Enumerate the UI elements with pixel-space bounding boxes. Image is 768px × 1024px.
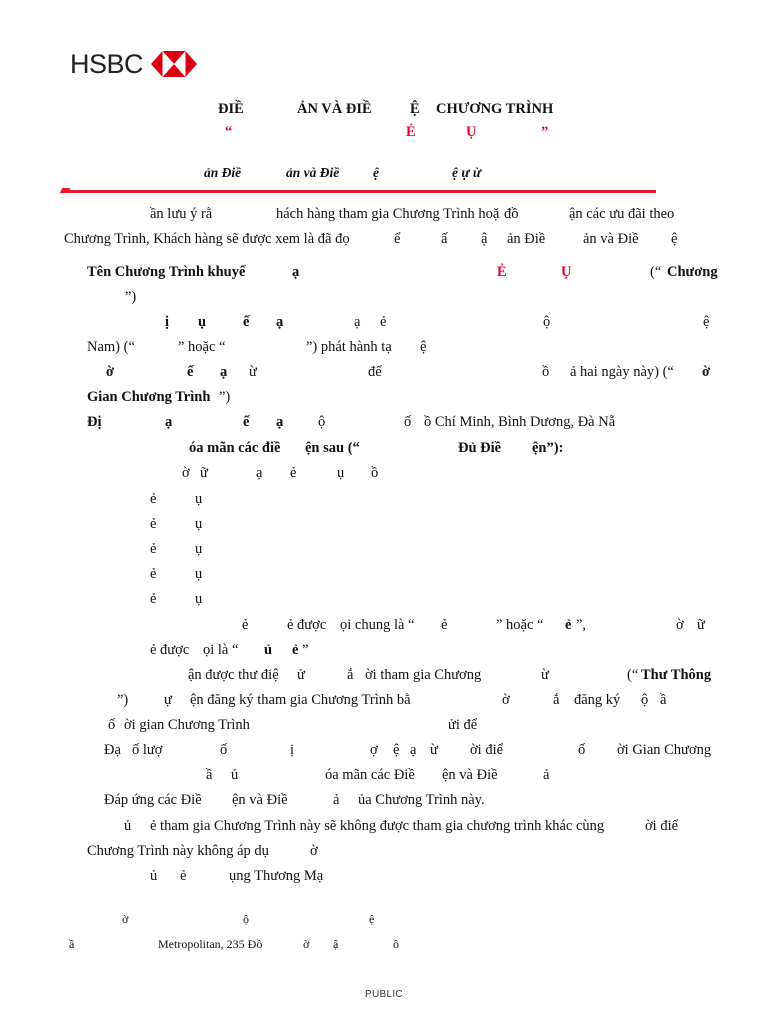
coll2-d: ẻ — [292, 642, 299, 658]
intro-l2-g: ệ — [671, 231, 678, 247]
amt-a: Đạ — [104, 742, 121, 758]
time-d: ừ — [249, 364, 257, 380]
mail2-a: ”) — [117, 692, 129, 708]
amt-c: ố — [220, 742, 228, 758]
loc-a: Đị — [87, 414, 102, 430]
excl-b: ẻ tham gia Chương Trình này sẽ không được tham gia chương trình khác cùng — [150, 818, 605, 834]
subtitle-a: ản Điề — [204, 165, 242, 180]
amt-k: ời Gian Chương — [617, 742, 712, 758]
card-c: ế — [243, 314, 250, 330]
excl2-a: Chương Trình này không áp dụ — [87, 843, 269, 859]
c1-c: ạ — [256, 465, 263, 481]
amt2-e: ả — [543, 767, 550, 783]
title-line2-c: Ụ — [466, 124, 477, 140]
address-l1-b: ộ — [243, 912, 249, 926]
mail2-e: ắ — [553, 692, 560, 708]
title-line2-a: “ — [225, 124, 233, 140]
time2-end: ”) — [219, 389, 231, 405]
address-l1-c: ệ — [369, 912, 375, 926]
c1-d: ẻ — [290, 465, 297, 481]
coll-i: ữ — [697, 617, 705, 633]
intro-l2-c: ấ — [441, 231, 448, 247]
coll2-b: ọi là “ — [203, 642, 239, 658]
loc-c: ế — [243, 414, 250, 430]
mail-c: ắ — [347, 667, 354, 683]
card2-b: ” hoặc “ — [178, 339, 226, 355]
title-line1-d: CHƯƠNG TRÌNH — [436, 101, 554, 117]
address-l2-a: ầ — [69, 937, 75, 951]
coll2-e: ” — [302, 642, 309, 658]
mail3-c: ửi để — [448, 717, 478, 733]
card-d: ạ — [276, 314, 284, 330]
amt2-d: ện và Điề — [442, 767, 498, 783]
loc-f: ố — [404, 414, 412, 430]
title-line2-b: Ẻ — [406, 124, 416, 140]
coll2-c: ủ — [264, 642, 273, 658]
time-a: ờ — [106, 364, 115, 380]
loc-e: ộ — [318, 414, 326, 430]
time-g: ả hai ngày này) (“ — [570, 364, 674, 380]
cond-b: ện sau (“ — [305, 440, 360, 456]
time2-label: Gian Chương Trình — [87, 389, 211, 405]
coll-b: ẻ được — [287, 617, 327, 633]
sub-row-5-b: ụ — [195, 591, 203, 607]
cond-a: óa mãn các điề — [189, 440, 281, 456]
time-b: ế — [187, 364, 194, 380]
classification-label: PUBLIC — [365, 989, 403, 1000]
intro-l1-b: hách hàng tham gia Chương Trình hoặ — [276, 206, 500, 222]
mail-b: ử — [297, 667, 305, 683]
card-b: ụ — [198, 314, 207, 330]
coll-g: ”, — [576, 617, 587, 633]
card2-a: Nam) (“ — [87, 339, 135, 355]
hsbc-hexagon-icon — [151, 51, 197, 77]
program-name-c: Ẻ — [497, 264, 507, 280]
meet-b: ện và Điề — [232, 792, 288, 808]
c1-a: ờ — [182, 465, 190, 481]
sub-row-4-b: ụ — [195, 566, 203, 582]
header-divider — [64, 190, 656, 193]
c1-e: ụ — [337, 465, 345, 481]
subtitle-d: ệ ự ừ — [452, 165, 481, 180]
coll2-a: ẻ được — [150, 642, 190, 658]
card2-d: ệ — [420, 339, 427, 355]
c1-b: ữ — [200, 465, 208, 481]
card2-c: ”) phát hành tạ — [306, 339, 392, 355]
address-l1-a: ờ — [122, 912, 129, 926]
mail-d: ời tham gia Chương — [365, 667, 482, 683]
sub-row-3-b: ụ — [195, 541, 203, 557]
amt-f: ệ — [393, 742, 400, 758]
address-l2-b: Metropolitan, 235 Đồ — [158, 937, 263, 951]
sub-row-2-b: ụ — [195, 516, 203, 532]
intro-l2-e: ản Điề — [507, 231, 546, 247]
mail2-h: ầ — [660, 692, 667, 708]
intro-l1-a: ần lưu ý rằ — [150, 206, 213, 222]
cond-c: Đủ Điề — [458, 440, 502, 456]
card-f: ẻ — [380, 314, 387, 330]
card-g: ộ — [543, 314, 551, 330]
time-f: ồ — [542, 364, 550, 380]
mail3-a: ố — [108, 717, 116, 733]
amt2-c: óa mãn các Điề — [325, 767, 415, 783]
excl2-b: ờ — [310, 843, 318, 859]
program-name-d: Ụ — [561, 264, 572, 280]
mail-f: (“ — [627, 667, 639, 683]
loc-b: ạ — [165, 414, 173, 430]
coll-h: ờ — [676, 617, 684, 633]
mail2-b: ự — [164, 692, 172, 708]
title-line1-c: Ệ — [410, 101, 420, 117]
loc-d: ạ — [276, 414, 284, 430]
sub-row-1-b: ụ — [195, 491, 203, 507]
sub-row-4-a: ẻ — [150, 566, 157, 582]
card-e: ạ — [354, 314, 361, 330]
intro-l2-b: ể — [394, 231, 401, 247]
hsbc-logo — [70, 48, 197, 80]
mail2-f: đăng ký — [574, 692, 621, 708]
time-h: ờ — [702, 364, 711, 380]
mail2-c: ện đăng ký tham gia Chương Trình bằ — [190, 692, 411, 708]
amt-b: ố lượ — [132, 742, 163, 758]
logo-text: HSBC — [70, 49, 144, 79]
card-a: ị — [165, 314, 170, 330]
sub-row-1-a: ẻ — [150, 491, 157, 507]
coll-d: ẻ — [441, 617, 448, 633]
trade-a: ủ — [150, 868, 158, 884]
title-line1-b: ẢN VÀ ĐIỀ — [297, 101, 372, 117]
program-name-b: ạ — [292, 264, 300, 280]
meet-c: ả — [333, 792, 340, 808]
meet-a: Đáp ứng các Điề — [104, 792, 202, 808]
amt-e: ợ — [370, 742, 378, 758]
program-name-g: ”) — [125, 289, 137, 305]
mail-e: ừ — [541, 667, 549, 683]
coll-a: ẻ — [242, 617, 249, 633]
address-l2-e: ồ — [393, 937, 399, 951]
coll-c: ọi chung là “ — [340, 617, 415, 633]
trade-c: ụng Thương Mạ — [229, 868, 324, 884]
excl-c: ời điể — [645, 818, 679, 834]
title-line1-a: ĐIỀ — [218, 101, 244, 117]
amt-d: ị — [290, 742, 295, 758]
intro-l1-c: đồ — [504, 206, 519, 222]
sub-row-3-a: ẻ — [150, 541, 157, 557]
meet-d: ủa Chương Trình này. — [358, 792, 485, 808]
time-e: để — [368, 364, 382, 380]
amt-i: ời điể — [470, 742, 504, 758]
mail2-g: ộ — [641, 692, 649, 708]
intro-l2-a: Chương Trình, Khách hàng sẽ được xem là đã đọ — [64, 231, 350, 247]
trade-b: ẻ — [180, 868, 187, 884]
cond-d: ện”): — [532, 440, 564, 456]
subtitle-c: ệ — [373, 165, 379, 180]
mail-g: Thư Thông — [641, 667, 712, 683]
loc-g: ồ Chí Minh, Bình Dương, Đà Nẵ — [424, 414, 616, 430]
amt-j: ố — [578, 742, 586, 758]
amt2-a: ầ — [206, 767, 213, 783]
title-line2-d: ” — [541, 124, 549, 140]
subtitle-b: ản và Điề — [286, 165, 340, 180]
sub-row-5-a: ẻ — [150, 591, 157, 607]
mail2-d: ờ — [502, 692, 510, 708]
intro-l2-f: ản và Điề — [583, 231, 639, 247]
intro-l2-d: ậ — [481, 231, 488, 247]
amt-g: ạ — [410, 742, 417, 758]
program-name-f: Chương — [667, 264, 718, 280]
mail-a: ận được thư điệ — [188, 667, 279, 683]
address-l2-d: ậ — [333, 937, 339, 951]
address-l2-c: ờ — [303, 937, 310, 951]
program-name-e: (“ — [650, 264, 662, 280]
coll-e: ” hoặc “ — [496, 617, 544, 633]
coll-f: ẻ — [565, 617, 572, 633]
sub-row-2-a: ẻ — [150, 516, 157, 532]
amt-h: ừ — [430, 742, 438, 758]
intro-l1-d: ận các ưu đãi theo — [569, 206, 675, 222]
card-h: ệ — [703, 314, 710, 330]
amt2-b: ủ — [231, 767, 239, 783]
c1-f: ồ — [371, 465, 379, 481]
excl-a: ủ — [124, 818, 132, 834]
time-c: ạ — [220, 364, 228, 380]
mail3-b: ời gian Chương Trình — [124, 717, 250, 733]
program-name-label: Tên Chương Trình khuyế — [87, 264, 246, 280]
